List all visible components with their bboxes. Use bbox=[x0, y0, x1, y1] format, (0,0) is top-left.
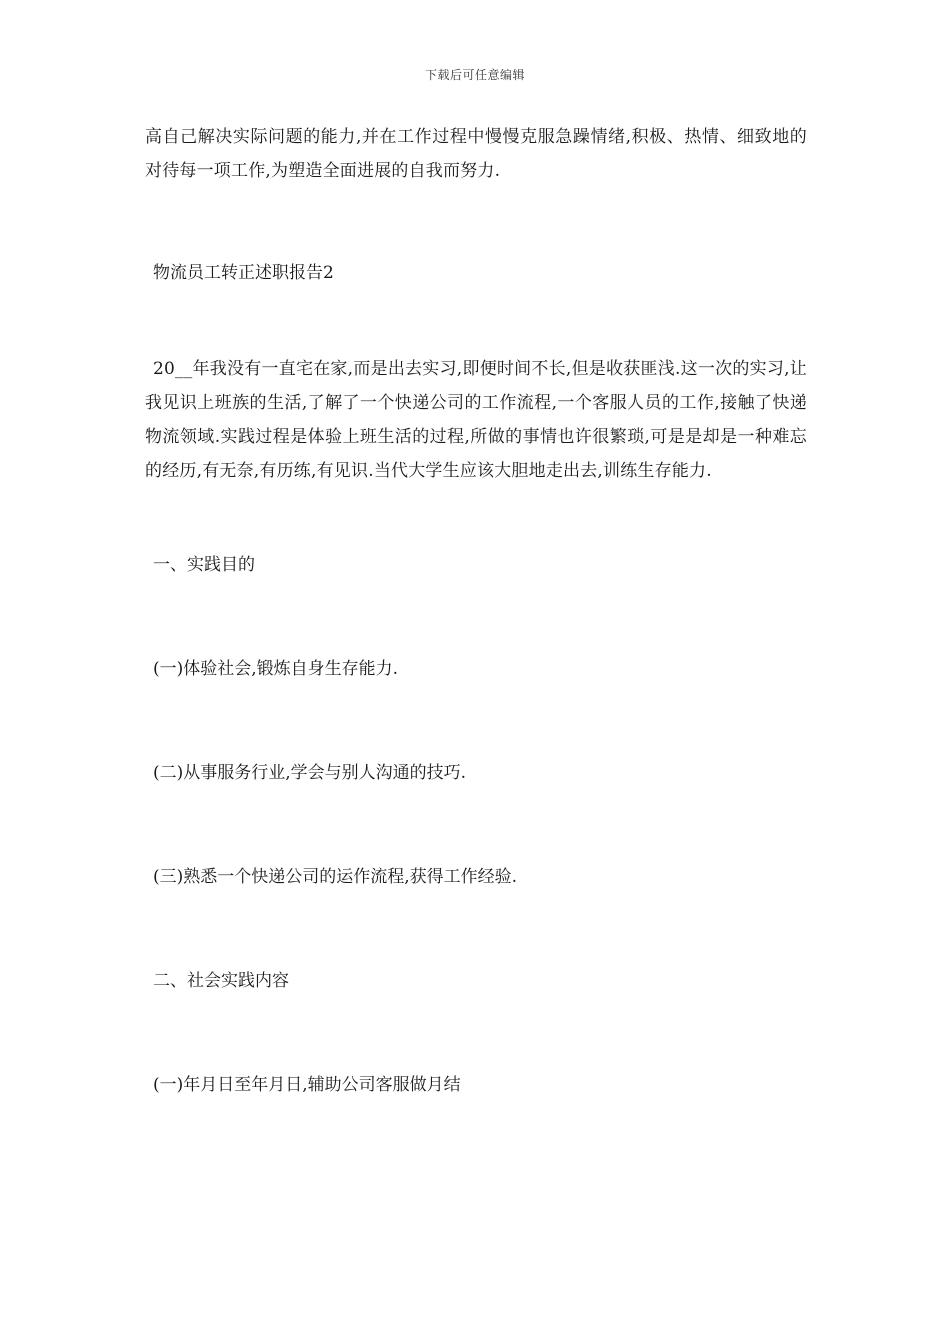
document-body bbox=[145, 120, 807, 1102]
section1-title: 一、实践目的 bbox=[153, 555, 255, 575]
section1-item-1: (一)体验社会,锻炼自身生存能力. bbox=[153, 659, 399, 679]
section2-title: 二、社会实践内容 bbox=[153, 971, 289, 991]
section1-item-2: (二)从事服务行业,学会与别人沟通的技巧. bbox=[153, 763, 467, 783]
section2-item-1: (一)年月日至年月日,辅助公司客服做月结 bbox=[153, 1075, 461, 1095]
intro-paragraph: 高自己解决实际问题的能力,并在工作过程中慢慢克服急躁情绪,积极、热情、细致地的对待每一项工作,为塑造全面进展的自我而努力. bbox=[145, 127, 807, 181]
main-paragraph: 20__年我没有一直宅在家,而是出去实习,即便时间不长,但是收获匪浅.这一次的实习,让我见识上班族的生活,了解了一个快递公司的工作流程,一个客服人员的工作,接触了快递物流领域.实践过程是体验上班生活的过程,所做的事情也许很繁琐,可是是却是一种难忘的经历,有无奈,有历练,有见识.当代大学生应该大胆地走出去,训练生存能力. bbox=[145, 359, 807, 481]
header-note: 下载后可任意编辑 bbox=[424, 68, 525, 82]
section1-item-3: (三)熟悉一个快递公司的运作流程,获得工作经验. bbox=[153, 867, 518, 887]
report-title: 物流员工转正述职报告2 bbox=[153, 263, 334, 283]
